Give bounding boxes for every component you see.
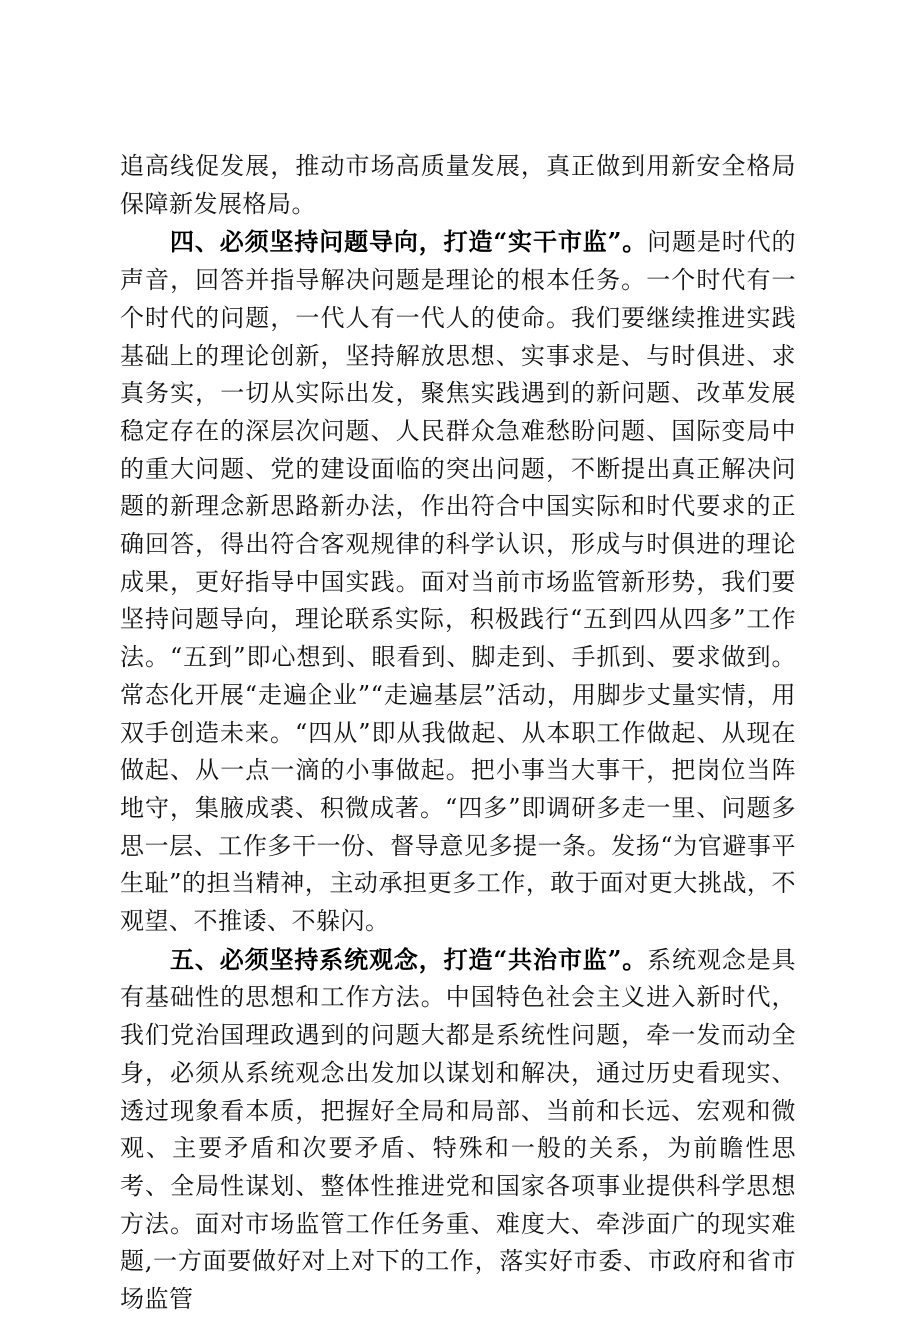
document-body — [120, 148, 796, 1319]
paragraph-section-five — [120, 941, 796, 1319]
paragraph-text: 追高线促发展，推动市场高质量发展，真正做到用新安全格局保障新发展格局。 — [120, 152, 796, 218]
section-heading-five: 五、必须坚持系统观念，打造“共治市监”。 — [170, 944, 648, 974]
paragraph-text: 问题是时代的声音，回答并指导解决问题是理论的根本任务。一个时代有一个时代的问题，一代人有一代人的使命。我们要继续推进实践基础上的理论创新，坚持解放思想、实事求是、与时俱进、求真务实，一切从实际出发，聚焦实践遇到的新问题、改革发展稳定存在的深层次问题、人民群众急难愁盼问题、国际变局中的重大问题、党的建设面临的突出问题，不断提出真正解决问题的新理念新思路新办法，作出符合中国实际和时代要求的正确回答，得出符合客观规律的科学认识，形成与时俱进的理论成果，更好指导中国实践。面对当前市场监管新形势，我们要坚持问题导向，理论联系实际，积极践行“五到四从四多”工作法。“五到”即心想到、眼看到、脚走到、手抓到、要求做到。常态化开展“走遍企业”“走遍基层”活动，用脚步丈量实情，用双手创造未来。“四从”即从我做起、从本职工作做起、从现在做起、从一点一滴的小事做起。把小事当大事干，把岗位当阵地守，集腋成裘、积微成著。“四多”即调研多走一里、问题多思一层、工作多干一份、督导意见多提一条。发扬“为官避事平生耻”的担当精神，主动承担更多工作，敢于面对更大挑战，不观望、不推诿、不躲闪。 — [120, 228, 797, 936]
section-heading-four: 四、必须坚持问题导向，打造“实干市监”。 — [170, 227, 648, 257]
paragraph-section-four — [120, 223, 796, 940]
paragraph-continuation — [120, 148, 796, 223]
paragraph-text: 系统观念是具有基础性的思想和工作方法。中国特色社会主义进入新时代，我们党治国理政遇到的问题大都是系统性问题，牵一发而动全身，必须从系统观念出发加以谋划和解决，通过历史看现实、透过现象看本质，把握好全局和局部、当前和长远、宏观和微观、主要矛盾和次要矛盾、特殊和一般的关系，为前瞻性思考、全局性谋划、整体性推进党和国家各项事业提供科学思想方法。面对市场监管工作任务重、难度大、牵涉面广的现实难题,一方面要做好对上对下的工作，落实好市委、市政府和省市场监管 — [120, 945, 797, 1314]
